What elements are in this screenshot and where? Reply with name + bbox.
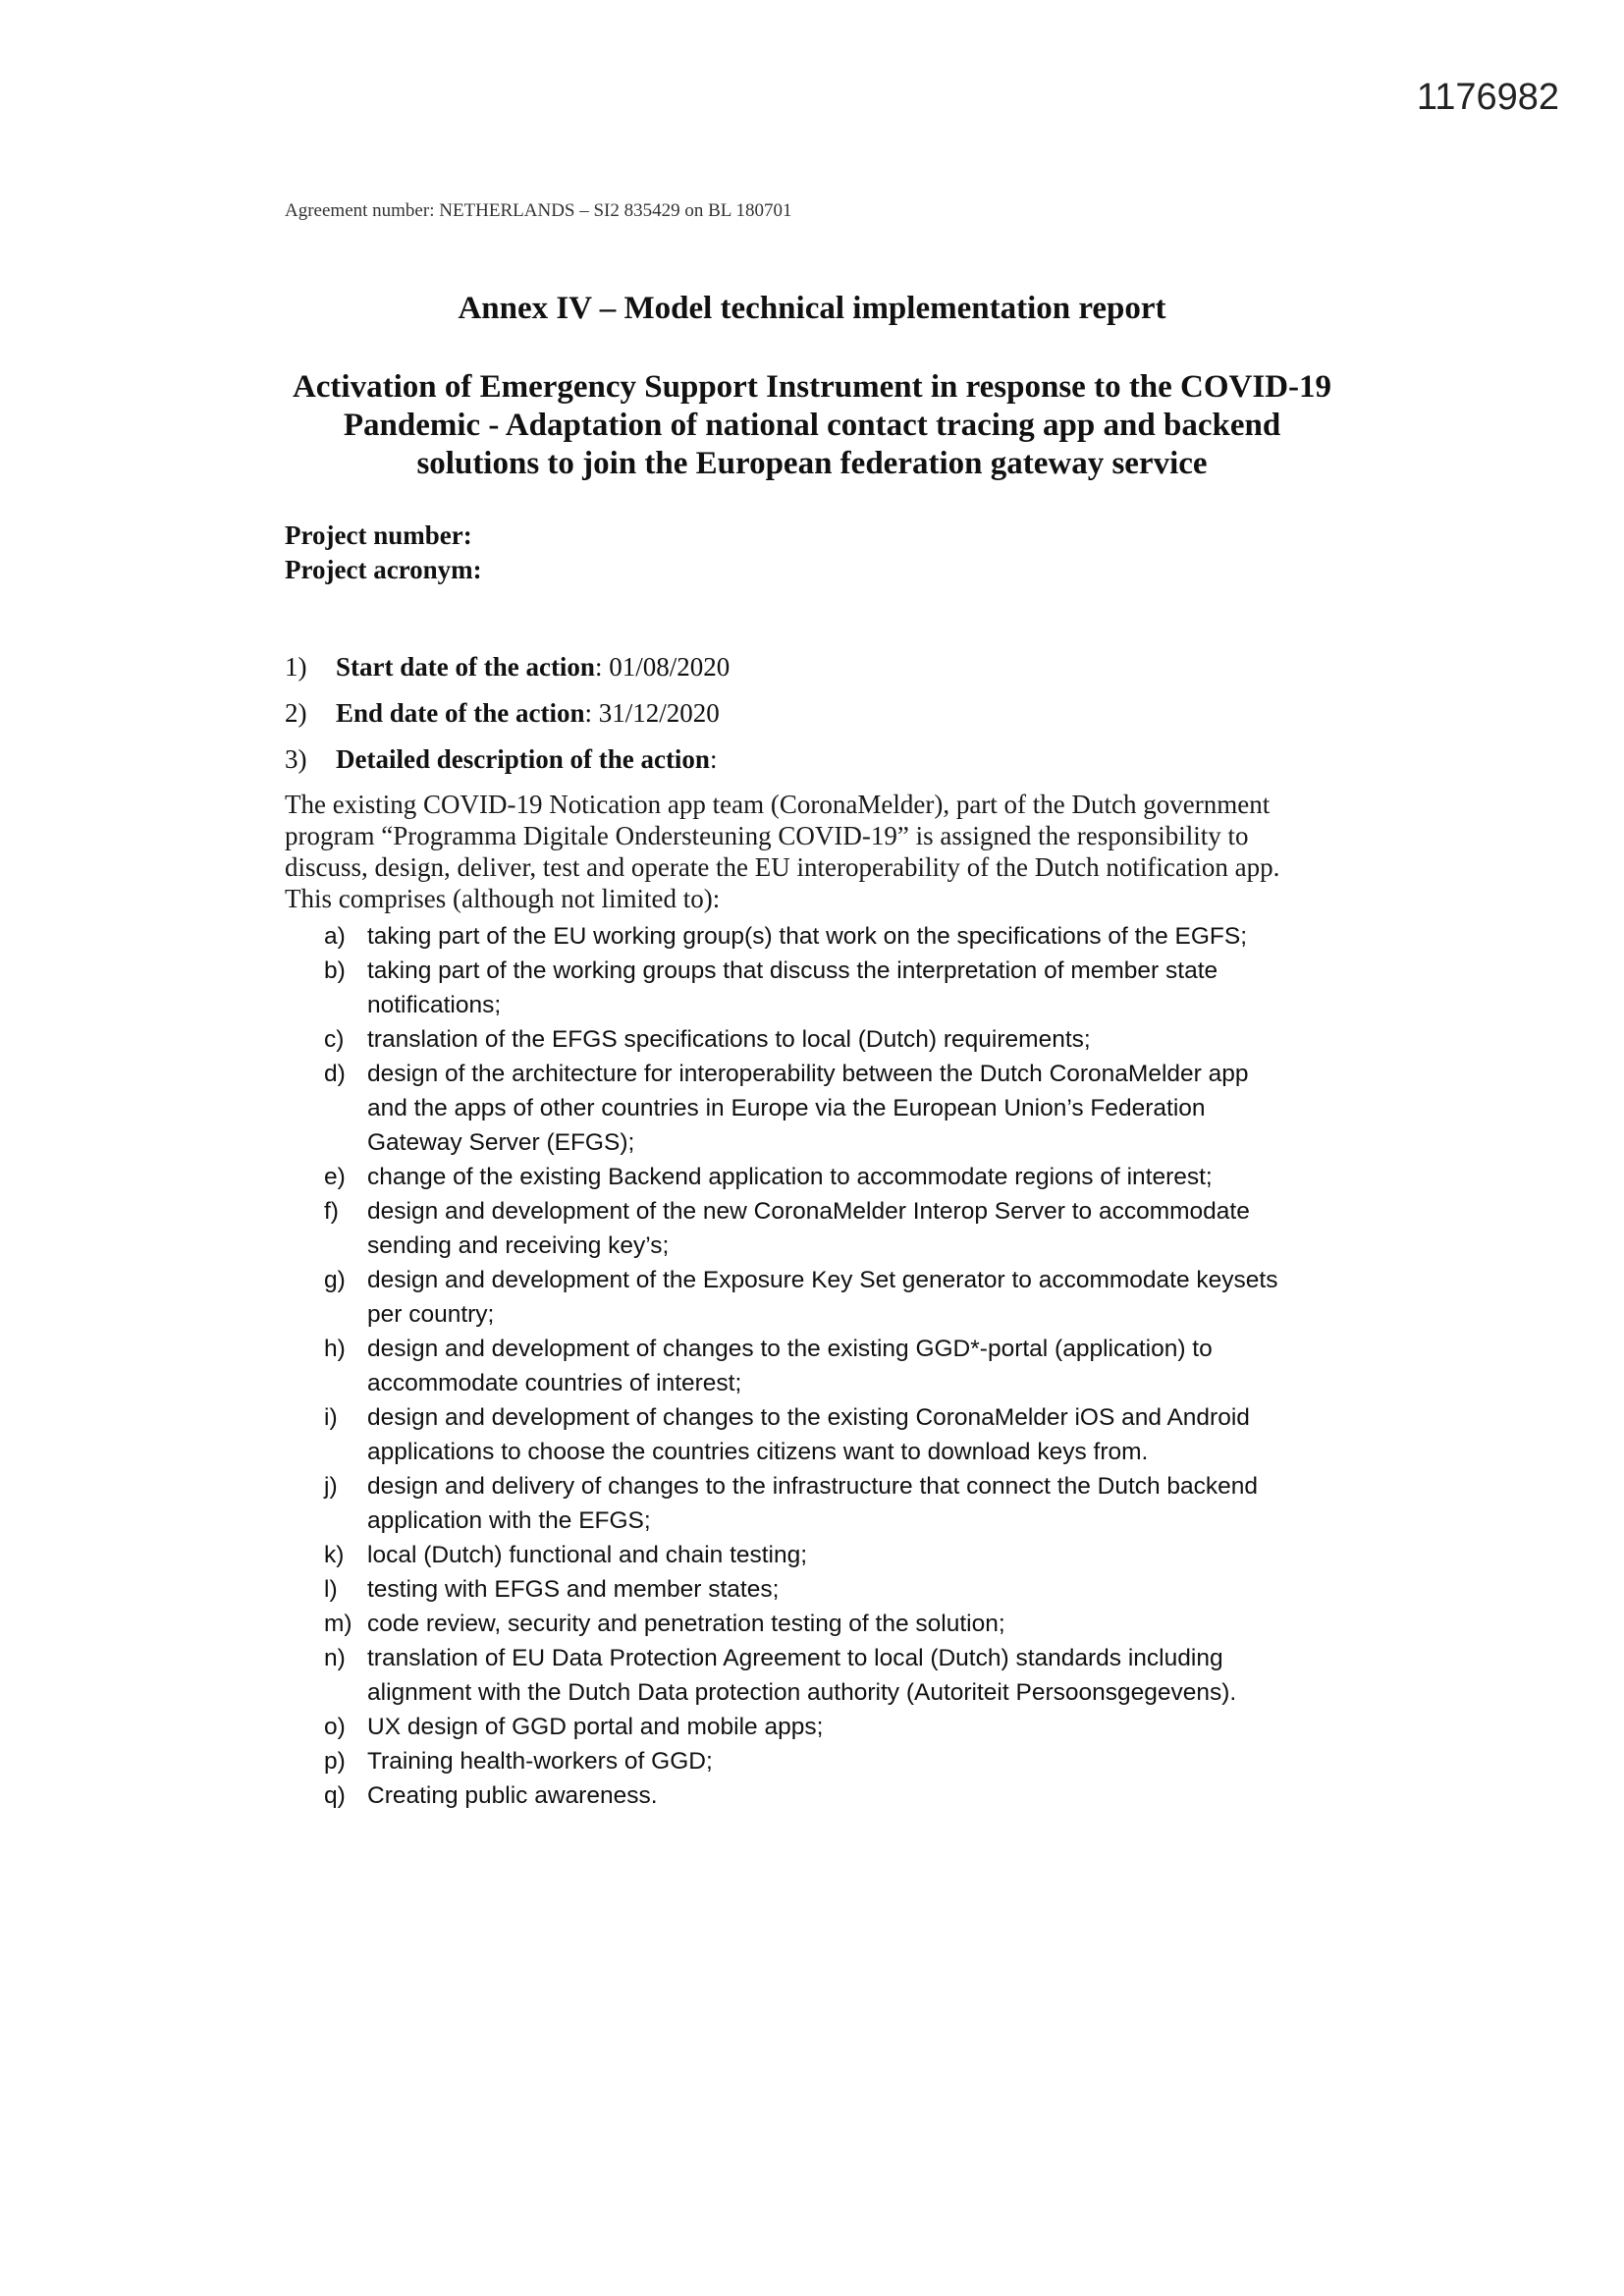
- list-item: [324, 1710, 1355, 1744]
- item-label: End date of the action: [336, 698, 585, 728]
- item-number: 3): [285, 744, 307, 774]
- list-item: [324, 1194, 1355, 1263]
- list-item-line: code review, security and penetration testing of the solution;: [367, 1611, 1005, 1637]
- list-item: [324, 1263, 1355, 1332]
- list-item-line: sending and receiving key’s;: [367, 1232, 670, 1259]
- list-marker: i): [324, 1404, 338, 1431]
- list-item-line: applications to choose the countries citizens want to download keys from.: [367, 1439, 1149, 1465]
- list-item-line: application with the EFGS;: [367, 1507, 651, 1534]
- list-item: [324, 1778, 1355, 1813]
- list-marker: h): [324, 1336, 346, 1362]
- item-number: 1): [285, 652, 307, 682]
- list-item: [324, 1160, 1355, 1194]
- list-marker: n): [324, 1645, 346, 1671]
- list-item: [324, 1469, 1355, 1538]
- list-marker: c): [324, 1026, 345, 1053]
- list-item-line: and the apps of other countries in Europe via the European Union’s Federation: [367, 1095, 1206, 1121]
- project-acronym-label: Project acronym:: [285, 555, 482, 584]
- list-item-line: design and development of the Exposure Key Set generator to accommodate keysets: [367, 1267, 1278, 1293]
- annex-title: Annex IV – Model technical implementation report: [458, 291, 1166, 326]
- list-item-line: Gateway Server (EFGS);: [367, 1129, 635, 1156]
- list-item: [324, 1607, 1355, 1641]
- list-item: [324, 1641, 1355, 1710]
- list-marker: j): [324, 1473, 338, 1500]
- list-item: [324, 1057, 1355, 1160]
- project-info: [285, 519, 482, 587]
- agreement-number: Agreement number: NETHERLANDS – SI2 835429 on BL 180701: [285, 200, 792, 221]
- item-value: :: [709, 744, 718, 774]
- list-item: [324, 919, 1355, 954]
- intro-line: This comprises (although not limited to):: [285, 884, 721, 913]
- item-number: 2): [285, 698, 307, 728]
- list-marker: p): [324, 1748, 346, 1775]
- project-number-label: Project number:: [285, 520, 472, 550]
- main-title-line: solutions to join the European federation gateway service: [416, 446, 1208, 481]
- list-marker: g): [324, 1267, 346, 1293]
- list-item-line: testing with EFGS and member states;: [367, 1576, 780, 1603]
- list-item-line: notifications;: [367, 992, 502, 1018]
- list-item: [324, 1744, 1355, 1778]
- list-item-line: taking part of the working groups that discuss the interpretation of member state: [367, 957, 1218, 984]
- list-item-line: translation of EU Data Protection Agreement to local (Dutch) standards including: [367, 1645, 1223, 1671]
- list-item: [324, 954, 1355, 1022]
- list-item-line: change of the existing Backend application to accommodate regions of interest;: [367, 1164, 1213, 1190]
- list-item-line: design and development of changes to the existing GGD*-portal (application) to: [367, 1336, 1213, 1362]
- action-list: [324, 919, 1355, 1813]
- main-title-line: Activation of Emergency Support Instrument in response to the COVID-19: [292, 369, 1332, 405]
- item-value: : 01/08/2020: [594, 652, 731, 682]
- intro-line: discuss, design, deliver, test and operate the EU interoperability of the Dutch notification app.: [285, 852, 1280, 882]
- list-marker: l): [324, 1576, 338, 1603]
- list-marker: o): [324, 1714, 346, 1740]
- list-marker: k): [324, 1542, 345, 1568]
- list-marker: m): [324, 1611, 352, 1637]
- description-item: [285, 744, 717, 775]
- list-item-line: design and delivery of changes to the infrastructure that connect the Dutch backend: [367, 1473, 1259, 1500]
- list-marker: f): [324, 1198, 339, 1225]
- document-id: 1176982: [1416, 77, 1559, 118]
- item-value: : 31/12/2020: [584, 698, 720, 728]
- list-item-line: alignment with the Dutch Data protection authority (Autoriteit Persoonsgegevens).: [367, 1679, 1237, 1706]
- list-item: [324, 1400, 1355, 1469]
- list-item-line: taking part of the EU working group(s) that work on the specifications of the EGFS;: [367, 923, 1248, 950]
- list-item-line: per country;: [367, 1301, 495, 1328]
- list-item-line: Creating public awareness.: [367, 1782, 658, 1809]
- intro-paragraph: [285, 789, 1355, 914]
- main-title-line: Pandemic - Adaptation of national contact tracing app and backend: [343, 408, 1281, 443]
- list-item-line: design of the architecture for interoperability between the Dutch CoronaMelder app: [367, 1061, 1249, 1087]
- end-date-item: [285, 698, 720, 729]
- item-label: Detailed description of the action: [336, 744, 710, 774]
- list-item-line: design and development of the new CoronaMelder Interop Server to accommodate: [367, 1198, 1250, 1225]
- list-marker: q): [324, 1782, 346, 1809]
- intro-line: The existing COVID-19 Notication app team (CoronaMelder), part of the Dutch government: [285, 790, 1271, 819]
- list-item-line: local (Dutch) functional and chain testing;: [367, 1542, 808, 1568]
- list-item-line: Training health-workers of GGD;: [367, 1748, 713, 1775]
- list-item: [324, 1538, 1355, 1572]
- list-item-line: accommodate countries of interest;: [367, 1370, 742, 1396]
- main-title: [0, 368, 1624, 483]
- list-item: [324, 1572, 1355, 1607]
- list-item-line: design and development of changes to the existing CoronaMelder iOS and Android: [367, 1404, 1250, 1431]
- start-date-item: [285, 652, 730, 683]
- list-item: [324, 1332, 1355, 1400]
- list-item: [324, 1022, 1355, 1057]
- list-marker: a): [324, 923, 346, 950]
- list-marker: d): [324, 1061, 346, 1087]
- list-marker: b): [324, 957, 346, 984]
- list-marker: e): [324, 1164, 346, 1190]
- item-label: Start date of the action: [336, 652, 595, 682]
- intro-line: program “Programma Digitale Ondersteuning COVID-19” is assigned the responsibility to: [285, 821, 1249, 850]
- list-item-line: translation of the EFGS specifications to local (Dutch) requirements;: [367, 1026, 1091, 1053]
- list-item-line: UX design of GGD portal and mobile apps;: [367, 1714, 824, 1740]
